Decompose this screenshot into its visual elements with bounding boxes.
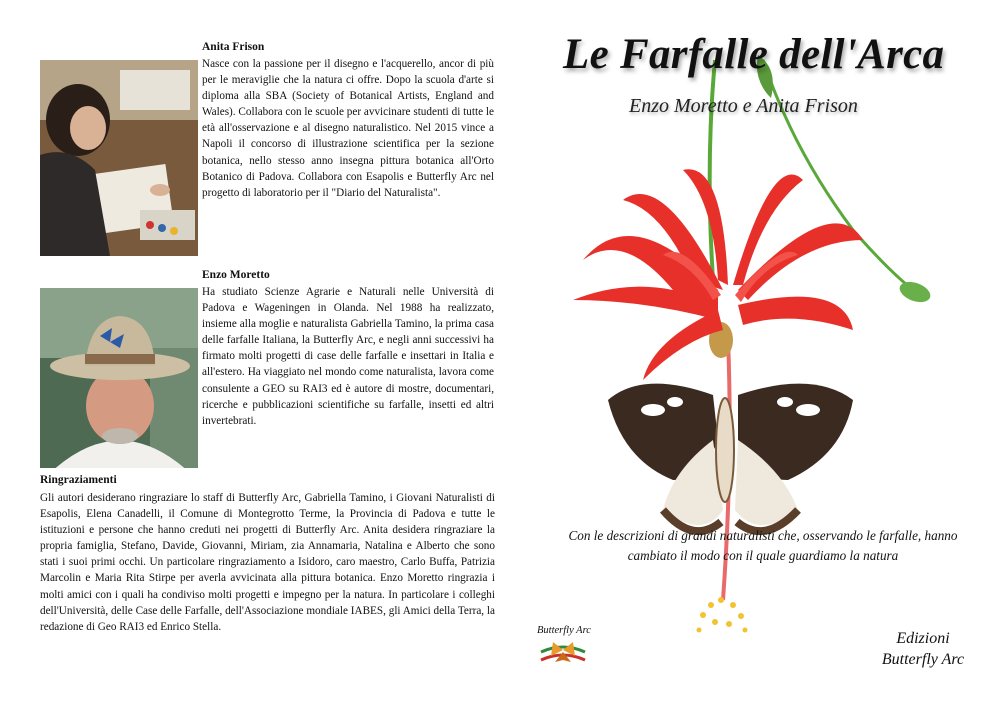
book-tagline: Con le descrizioni di grandi naturalisti che, osservando le farfalle, hanno cambiato il modo con il quale guardiamo la natura [568, 528, 958, 563]
enzo-moretto-photo [40, 288, 198, 468]
butterfly-arc-logo [535, 622, 593, 672]
anita-frison-bio: Nasce con la passione per il disegno e l'acquerello, ancor di più per le meraviglie che la natura ci offre. Dopo la scuola d'arte si diploma alla SBA (Society of Botanical Artists, England and Wales). Collabora con le scuole per avvicinare studenti di tutte le età all'osservazione e al disegno naturalistico. Nel 2015 vince a Napoli il concorso di illustrazione scientifica per la sezione botanica, nello stesso anno insegna pittura botanica all'Orto Botanico di Padova. Collabora con Esapolis e Butterfly Arc nel progetto di laboratorio per il "Diario del Naturalista". [202, 58, 494, 199]
enzo-moretto-heading: Enzo Moretto [202, 269, 270, 281]
publisher-line-1: Edizioni [896, 630, 950, 647]
book-authors: Enzo Moretto e Anita Frison [629, 95, 858, 117]
publisher-name [863, 628, 983, 670]
thanks-heading: Ringraziamenti [40, 474, 117, 486]
thanks-text: Gli autori desiderano ringraziare lo staff di Butterfly Arc, Gabriella Tamino, i Giovani Naturalisti di Esapolis, Elena Canadelli, il Comune di Montegrotto Terme, la Provincia di Padova e tutte le istituzioni e persone che hanno creduti nei progetti di Butterfly Arc. Anita desidera ringraziare la propria famiglia, Stefano, Davide, Giovanni, Miriam, zia Annamaria, Natalina e Alberto che sono stati i suoi primi occhi. Un particolare ringraziamento a Isidoro, caro maestro, Carlo Buffa, Patrizia Marcolin e Maria Rita Stirpe per averla avvicinata alla pittura botanica. Enzo Moretto ringrazia i molti amici con i quali ha condiviso molti progetti e impegno per la natura. In particolare i colleghi dell'Università, delle Case delle Farfalle, dell'Associazione mondiale IABES, gli Amici della Terra, la redazione di Geo RAI3 ed Enrico Stella. [40, 492, 495, 633]
publisher-line-2: Butterfly Arc [881, 651, 965, 668]
anita-frison-photo [40, 60, 198, 256]
anita-frison-heading: Anita Frison [202, 41, 265, 53]
book-title: Le Farfalle dell'Arca [563, 31, 945, 78]
logo-text: Butterfly Arc [537, 625, 591, 636]
enzo-moretto-bio: Ha studiato Scienze Agrarie e Naturali nelle Università di Padova e Wageningen in Olanda. Nel 1988 ha realizzato, insieme alla moglie e naturalista Gabriella Tamino, la prima casa delle farfalle Italiana, la Butterfly Arc, e negli anni successivi ha firmato molti progetti di case delle farfalle e insettari in Italia e all'estero. Ha viaggiato nel mondo come naturalista, lavora come consulente a GEO su RAI3 ed è autore di mostre, documentari, ricerche e pubblicazioni scientifiche su farfalle, insetti ed altri invertebrati. [202, 286, 494, 427]
front-cover [503, 0, 1006, 715]
